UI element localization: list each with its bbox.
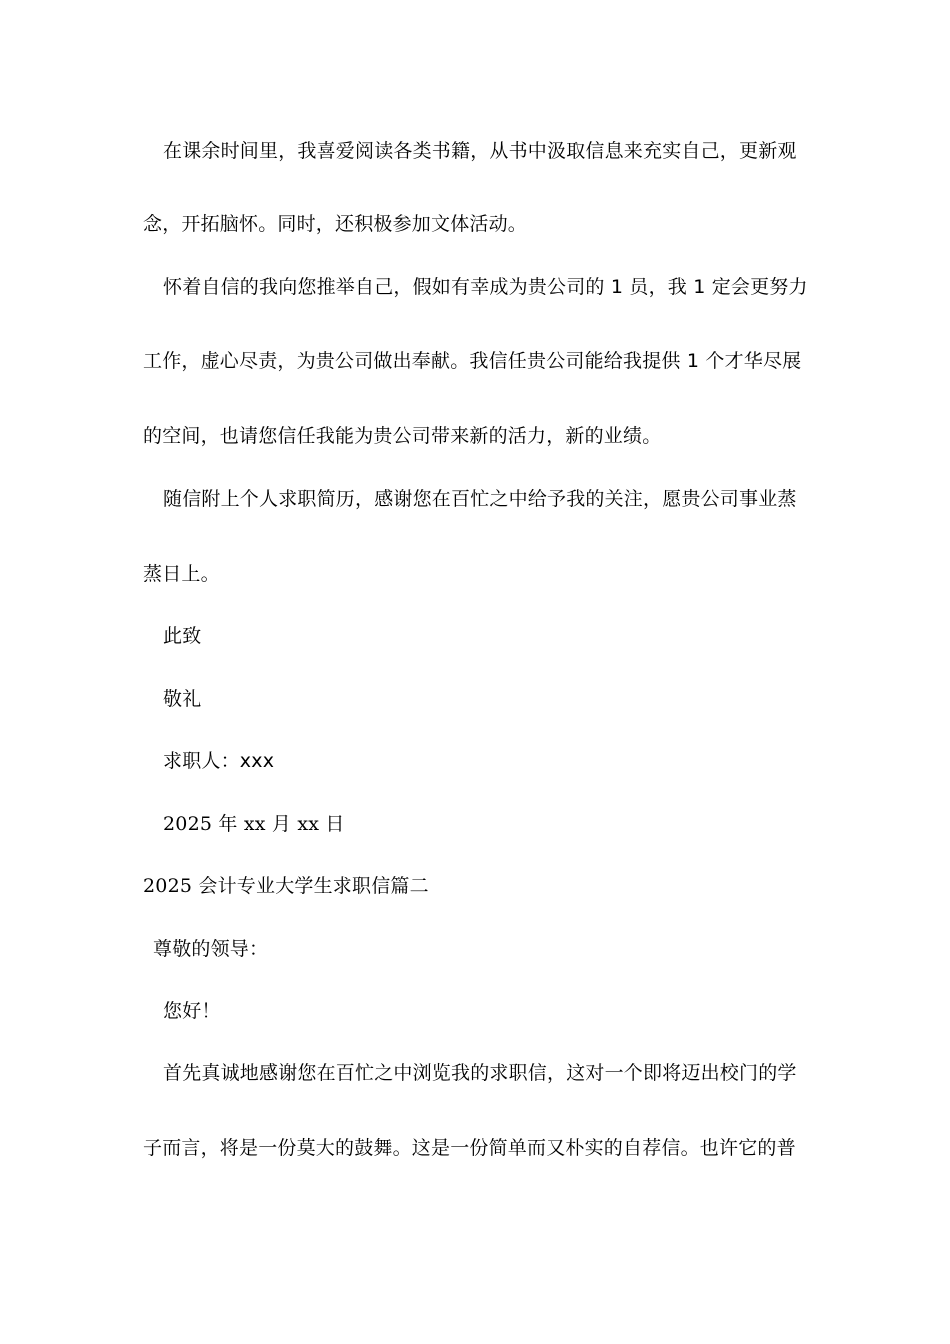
section-heading: 2025 会计专业大学生求职信篇二 [143,875,429,897]
paragraph-line: 随信附上个人求职简历，感谢您在百忙之中给予我的关注，愿贵公司事业蒸 [163,488,797,510]
signature-line: 求职人：xxx [163,750,275,772]
greeting-line: 您好！ [163,1000,221,1022]
paragraph-line: 蒸日上。 [143,563,220,585]
paragraph-line: 首先真诚地感谢您在百忙之中浏览我的求职信，这对一个即将迈出校门的学 [163,1062,797,1084]
closing-regards: 敬礼 [163,688,202,710]
paragraph-line: 的空间，也请您信任我能为贵公司带来新的活力，新的业绩。 [143,425,662,447]
paragraph-line: 怀着自信的我向您推举自己，假如有幸成为贵公司的 1 员，我 1 定会更努力 [163,276,808,298]
closing-salutation: 此致 [163,625,202,647]
paragraph-line: 工作，虚心尽责，为贵公司做出奉献。我信任贵公司能给我提供 1 个才华尽展 [143,350,802,372]
paragraph-line: 子而言，将是一份莫大的鼓舞。这是一份简单而又朴实的自荐信。也许它的普 [143,1137,796,1159]
paragraph-line: 在课余时间里，我喜爱阅读各类书籍，从书中汲取信息来充实自己，更新观 [163,140,797,162]
date-line: 2025 年 xx 月 xx 日 [163,813,345,835]
paragraph-line: 念，开拓脑怀。同时，还积极参加文体活动。 [143,213,528,235]
greeting-line: 尊敬的领导： [153,938,269,960]
